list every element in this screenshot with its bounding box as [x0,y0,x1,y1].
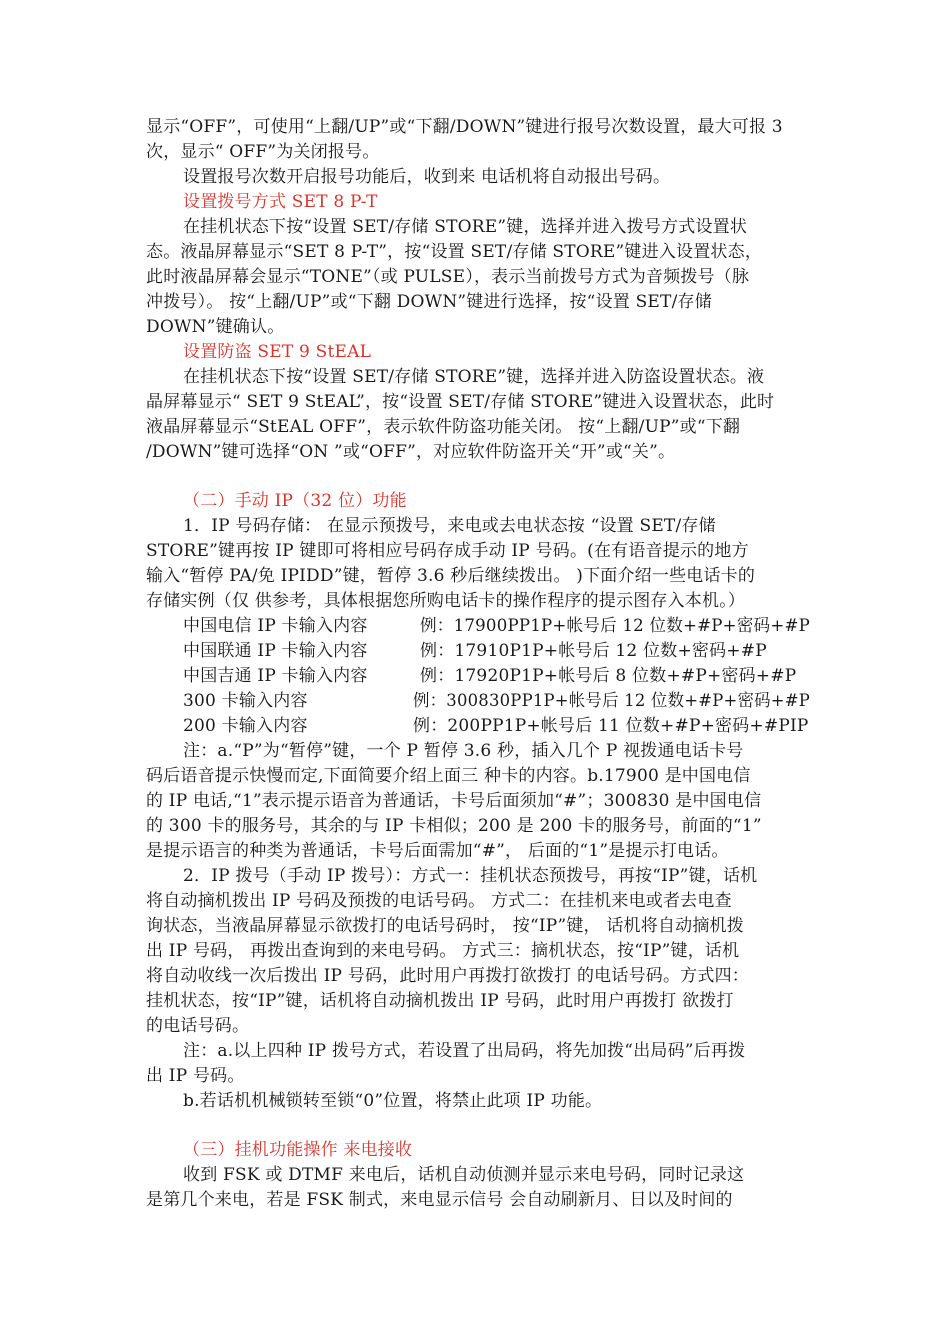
card-label: 中国联通 IP 卡输入内容 [183,641,368,661]
paragraph-line: b.若话机机械锁转至锁“0”位置，将禁止此项 IP 功能。 [183,1091,603,1111]
card-label: 中国电信 IP 卡输入内容 [183,616,368,636]
paragraph-line: 的电话号码。 [146,1016,250,1036]
paragraph-line: 的 300 卡的服务号，其余的与 IP 卡相似；200 是 200 卡的服务号，前面的“1” [146,816,762,836]
paragraph-line: 在挂机状态下按“设置 SET/存储 STORE”键，选择并进入拨号方式设置状 [183,217,748,237]
card-example: 例：300830PP1P+帐号后 12 位数+#P+密码+#P [413,691,811,711]
paragraph-line: 出 IP 号码。 [146,1066,245,1086]
paragraph-line: 的 IP 电话,“1”表示提示语音为普通话，卡号后面须加“#”；300830 是中国电信 [146,791,762,811]
paragraph-line: 次，显示“ OFF”为关闭报号。 [146,142,380,162]
card-label: 中国吉通 IP 卡输入内容 [183,666,368,686]
paragraph-line: 收到 FSK 或 DTMF 来电后，话机自动侦测并显示来电号码，同时记录这 [183,1165,745,1185]
paragraph-line: 是提示语言的种类为普通话，卡号后面需加“#”， 后面的“1”是提示打电话。 [146,841,729,861]
paragraph-line: 冲拨号）。 按“上翻/UP”或“下翻 DOWN”键进行选择，按“设置 SET/存储 [146,292,712,312]
card-example: 例：17910P1P+帐号后 12 位数+密码+#P [420,641,767,661]
paragraph-line: 晶屏幕显示“ SET 9 StEAL”，按“设置 SET/存储 STORE”键进入设置状态，此时 [146,392,775,412]
paragraph-line: 液晶屏幕显示“StEAL OFF”，表示软件防盗功能关闭。 按“上翻/UP”或“下翻 [146,417,741,437]
paragraph-line: 存储实例（仅 供参考，具体根据您所购电话卡的操作程序的提示图存入本机。） [146,591,746,611]
paragraph-line: /DOWN”键可选择“ON ”或“OFF”，对应软件防盗开关“开”或“关”。 [146,442,676,462]
paragraph-line: 在挂机状态下按“设置 SET/存储 STORE”键，选择并进入防盗设置状态。液 [183,367,765,387]
paragraph-line: 注：a.以上四种 IP 拨号方式，若设置了出局码，将先加拨“出局码”后再拨 [183,1041,746,1061]
paragraph-line: 询状态，当液晶屏幕显示欲拨打的电话号码时， 按“IP”键， 话机将自动摘机拨 [146,916,744,936]
paragraph-line: 出 IP 号码， 再拨出查询到的来电号码。 方式三：摘机状态，按“IP”键，话机 [146,941,740,961]
card-label: 200 卡输入内容 [183,716,308,736]
paragraph-line: 将自动收线一次后拨出 IP 号码，此时用户再拨打欲拨打 的电话号码。方式四： [146,966,749,986]
card-example: 例：17900PP1P+帐号后 12 位数+#P+密码+#P [420,616,810,636]
section-heading-incoming-call: （三）挂机功能操作 来电接收 [183,1140,413,1160]
paragraph-line: DOWN”键确认。 [146,317,285,337]
paragraph-line: 1．IP 号码存储： 在显示预拨号，来电或去电状态按 “设置 SET/存储 [183,516,716,536]
paragraph-line: 2．IP 拨号（手动 IP 拨号）：方式一：挂机状态预拨号，再按“IP”键，话机 [183,866,758,886]
section-heading-anti-theft: 设置防盗 SET 9 StEAL [183,342,372,362]
paragraph-line: 注：a.“P”为“暂停”键，一个 P 暂停 3.6 秒，插入几个 P 视拨通电话卡号 [183,741,744,761]
paragraph-line: 设置报号次数开启报号功能后，收到来 电话机将自动报出号码。 [183,167,671,187]
paragraph-line: 态。液晶屏幕显示“SET 8 P-T”，按“设置 SET/存储 STORE”键进入设置状态， [146,242,763,262]
paragraph-line: 将自动摘机拨出 IP 号码及预拨的电话号码。 方式二：在挂机来电或者去电查 [146,891,732,911]
paragraph-line: STORE”键再按 IP 键即可将相应号码存成手动 IP 号码。(在有语音提示的地方 [146,541,749,561]
paragraph-line: 显示“OFF”，可使用“上翻/UP”或“下翻/DOWN”键进行报号次数设置，最大可报 3 [146,117,783,137]
paragraph-line: 输入“暂停 PA/免 IPIDD”键，暂停 3.6 秒后继续拨出。 )下面介绍一些电话卡的 [146,566,756,586]
paragraph-line: 是第几个来电，若是 FSK 制式，来电显示信号 会自动刷新月、日以及时间的 [146,1190,733,1210]
card-label: 300 卡输入内容 [183,691,308,711]
paragraph-line: 挂机状态，按“IP”键，话机将自动摘机拨出 IP 号码，此时用户再拨打 欲拨打 [146,991,734,1011]
card-example: 例：200PP1P+帐号后 11 位数+#P+密码+#PIP [413,716,809,736]
section-heading-manual-ip: （二）手动 IP（32 位）功能 [183,491,407,511]
card-example: 例：17920P1P+帐号后 8 位数+#P+密码+#P [420,666,797,686]
paragraph-line: 此时液晶屏幕会显示“TONE”（或 PULSE），表示当前拨号方式为音频拨号（脉 [146,267,750,287]
paragraph-line: 码后语音提示快慢而定,下面简要介绍上面三 种卡的内容。b.17900 是中国电信 [146,766,751,786]
section-heading-dial-mode: 设置拨号方式 SET 8 P-T [183,192,378,212]
